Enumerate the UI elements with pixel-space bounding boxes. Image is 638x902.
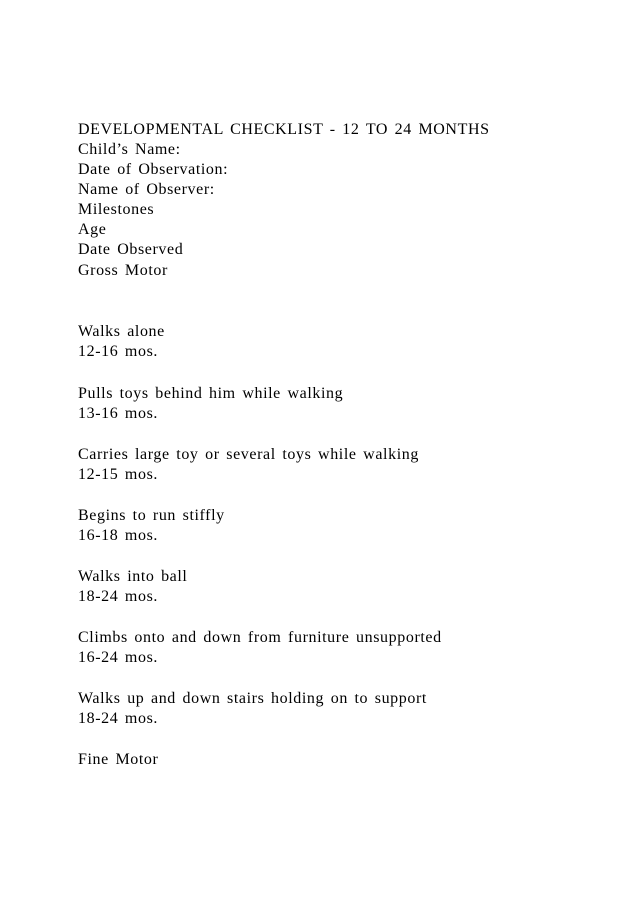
milestones-column-label: Milestones <box>78 201 155 218</box>
milestone-skill: Carries large toy or several toys while walking <box>78 446 419 463</box>
section-heading-gross-motor: Gross Motor <box>78 262 168 279</box>
milestone-age: 12-16 mos. <box>78 343 158 360</box>
age-column-label: Age <box>78 221 107 238</box>
milestone-age: 16-24 mos. <box>78 649 158 666</box>
milestone-age: 18-24 mos. <box>78 588 158 605</box>
milestone-skill: Walks into ball <box>78 568 188 585</box>
name-of-observer-label: Name of Observer: <box>78 181 215 198</box>
date-of-observation-label: Date of Observation: <box>78 161 229 178</box>
section-heading-fine-motor: Fine Motor <box>78 751 159 768</box>
child-name-label: Child’s Name: <box>78 141 181 158</box>
milestone-skill: Walks alone <box>78 323 165 340</box>
milestone-skill: Climbs onto and down from furniture unsupported <box>78 629 442 646</box>
milestone-skill: Walks up and down stairs holding on to support <box>78 690 427 707</box>
date-observed-column-label: Date Observed <box>78 241 184 258</box>
document-title: DEVELOPMENTAL CHECKLIST - 12 TO 24 MONTHS <box>78 121 490 138</box>
milestone-skill: Pulls toys behind him while walking <box>78 385 344 402</box>
milestone-age: 18-24 mos. <box>78 710 158 727</box>
milestone-age: 16-18 mos. <box>78 527 158 544</box>
milestone-age: 12-15 mos. <box>78 466 158 483</box>
milestone-skill: Begins to run stiffly <box>78 507 225 524</box>
milestone-age: 13-16 mos. <box>78 405 158 422</box>
